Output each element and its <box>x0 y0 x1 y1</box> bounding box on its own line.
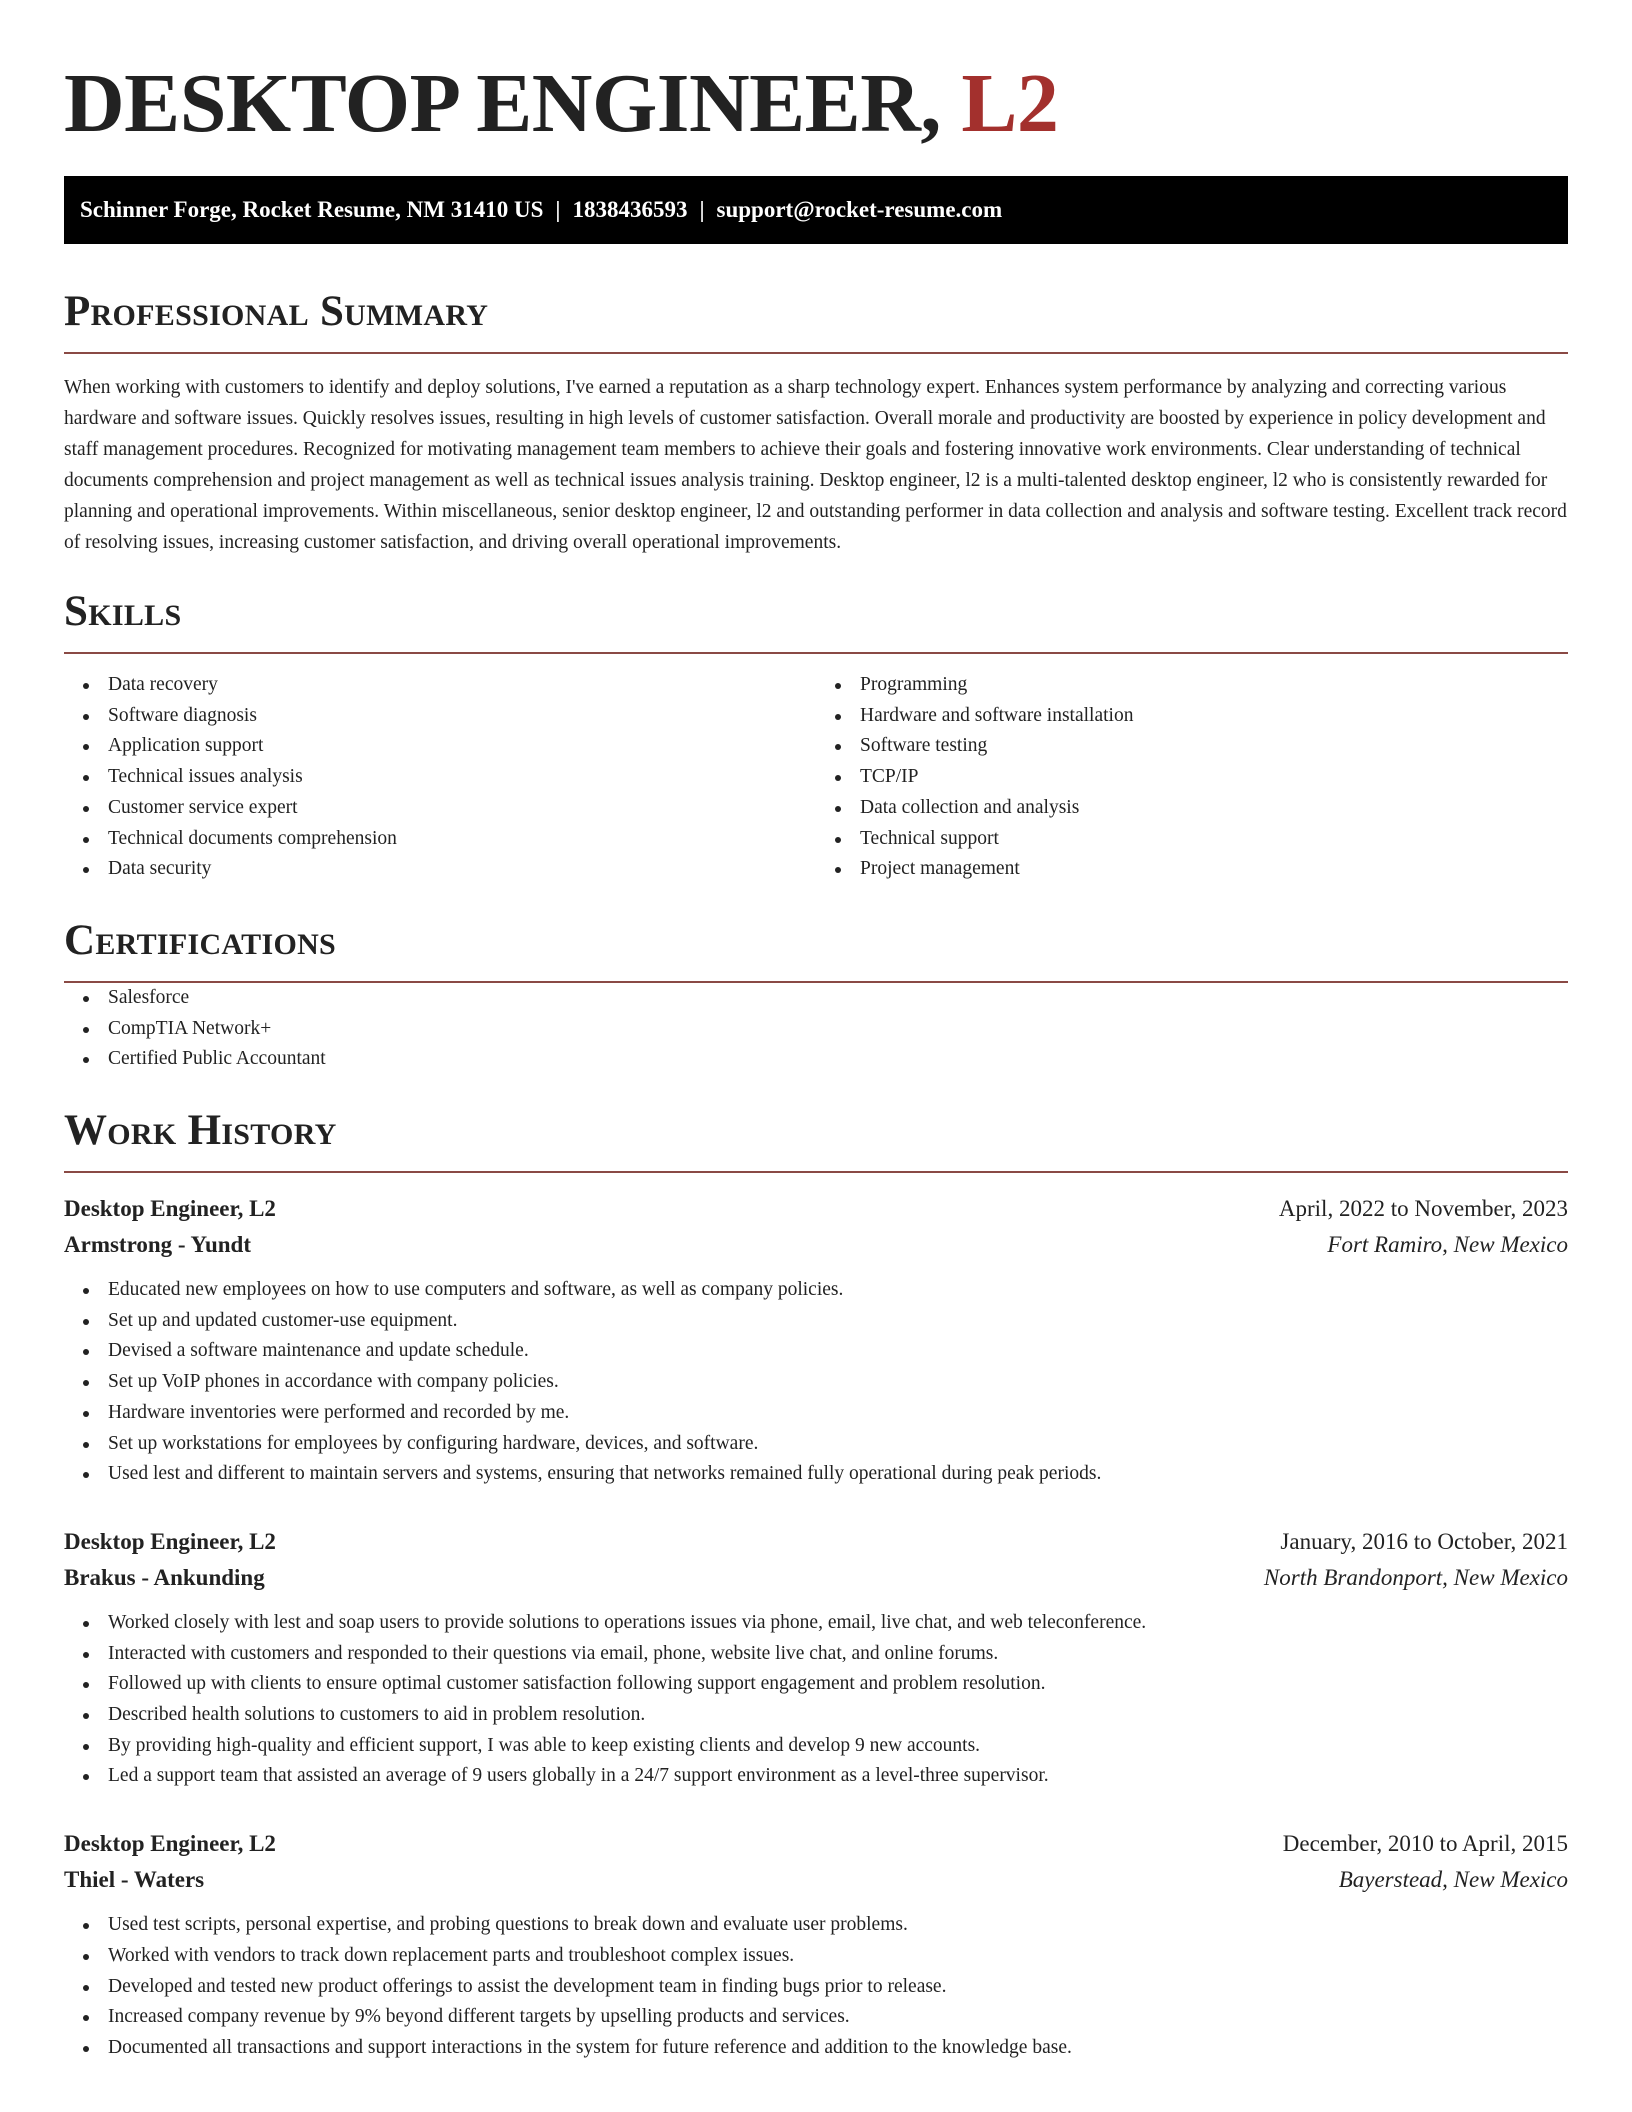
job-company: Brakus - Ankunding <box>64 1564 265 1590</box>
skill-item: Technical issues analysis <box>64 762 816 793</box>
job-duties-list <box>64 1608 1568 1792</box>
job-duty: Led a support team that assisted an average of 9 users globally in a 24/7 support environment as a level-three supervisor. <box>64 1761 1568 1792</box>
job-dates: December, 2010 to April, 2015 <box>1282 1831 1568 1857</box>
skill-item: Data collection and analysis <box>816 793 1568 824</box>
skills-list-right <box>816 670 1568 885</box>
contact-phone: 1838436593 <box>572 197 688 222</box>
skills-column-left <box>64 670 816 885</box>
skill-item: Data security <box>64 854 816 885</box>
job-location: Fort Ramiro, New Mexico <box>1327 1232 1568 1258</box>
job-duty: Worked closely with lest and soap users to provide solutions to operations issues via phone, email, live chat, and web teleconference. <box>64 1608 1568 1639</box>
job-entry <box>64 1826 1568 2064</box>
skill-item: Data recovery <box>64 670 816 701</box>
job-duty: Interacted with customers and responded to their questions via email, phone, website live chat, and online forums. <box>64 1639 1568 1670</box>
page-title <box>64 0 1568 156</box>
certification-item: CompTIA Network+ <box>64 1014 1568 1045</box>
job-subheader-row <box>64 1227 1568 1263</box>
section-divider <box>64 652 1568 654</box>
job-duties-list <box>64 1910 1568 2064</box>
section-divider <box>64 1171 1568 1173</box>
skill-item: Programming <box>816 670 1568 701</box>
job-duty: Developed and tested new product offerings to assist the development team in finding bugs prior to release. <box>64 1972 1568 2003</box>
skill-item: Application support <box>64 731 816 762</box>
contact-separator: | <box>699 197 705 222</box>
skill-item: Technical support <box>816 824 1568 855</box>
skill-item: Technical documents comprehension <box>64 824 816 855</box>
job-duty: Set up workstations for employees by configuring hardware, devices, and software. <box>64 1429 1568 1460</box>
job-duty: By providing high-quality and efficient support, I was able to keep existing clients and develop 9 new accounts. <box>64 1731 1568 1762</box>
job-title: Desktop Engineer, L2 <box>64 1831 276 1857</box>
certifications-list <box>64 983 1568 1075</box>
job-header-row <box>64 1191 1568 1227</box>
job-duty: Devised a software maintenance and update schedule. <box>64 1336 1568 1367</box>
certification-item: Salesforce <box>64 983 1568 1014</box>
job-location: North Brandonport, New Mexico <box>1263 1564 1568 1590</box>
job-location: Bayerstead, New Mexico <box>1338 1867 1568 1893</box>
job-duties-list <box>64 1275 1568 1490</box>
skills-grid <box>64 670 1568 885</box>
job-duty: Documented all transactions and support interactions in the system for future reference and addition to the knowledge base. <box>64 2033 1568 2064</box>
certification-item: Certified Public Accountant <box>64 1044 1568 1075</box>
job-company: Thiel - Waters <box>64 1867 205 1893</box>
job-dates: April, 2022 to November, 2023 <box>1278 1196 1568 1222</box>
skill-item: Hardware and software installation <box>816 701 1568 732</box>
job-company: Armstrong - Yundt <box>64 1232 252 1258</box>
skill-item: Software diagnosis <box>64 701 816 732</box>
skill-item: Software testing <box>816 731 1568 762</box>
contact-address: Schinner Forge, Rocket Resume, NM 31410 US <box>80 197 544 222</box>
title-main: DESKTOP ENGINEER, <box>64 57 941 150</box>
skills-heading: Skills <box>64 588 182 635</box>
job-duty: Followed up with clients to ensure optimal customer satisfaction following support engagement and problem resolution. <box>64 1669 1568 1700</box>
job-duty: Set up VoIP phones in accordance with company policies. <box>64 1367 1568 1398</box>
job-subheader-row <box>64 1862 1568 1898</box>
job-header-row <box>64 1826 1568 1862</box>
job-duty: Set up and updated customer-use equipment. <box>64 1306 1568 1337</box>
job-entry <box>64 1191 1568 1490</box>
skill-item: TCP/IP <box>816 762 1568 793</box>
job-duty: Hardware inventories were performed and recorded by me. <box>64 1398 1568 1429</box>
work-history-heading: Work History <box>64 1107 337 1155</box>
job-duty: Described health solutions to customers to aid in problem resolution. <box>64 1700 1568 1731</box>
job-duty: Used test scripts, personal expertise, and probing questions to break down and evaluate user problems. <box>64 1910 1568 1941</box>
skills-column-right <box>816 670 1568 885</box>
job-duty: Worked with vendors to track down replacement parts and troubleshoot complex issues. <box>64 1941 1568 1972</box>
contact-separator: | <box>555 197 561 222</box>
contact-bar <box>64 176 1568 244</box>
job-title: Desktop Engineer, L2 <box>64 1528 276 1554</box>
skill-item: Project management <box>816 854 1568 885</box>
summary-text: When working with customers to identify and deploy solutions, I've earned a reputation as a sharp technology expert. Enhances system performance by analyzing and correcting various hardware and software issues. Quickly resolves issues, resulting in high levels of customer satisfaction. Overall morale and productivity are boosted by experience in policy development and staff management procedures. Recognized for motivating management team members to achieve their goals and fostering innovative work environments. Clear understanding of technical documents comprehension and project management as well as technical issues analysis training. Desktop engineer, l2 is a multi-talented desktop engineer, l2 who is consistently rewarded for planning and operational improvements. Within miscellaneous, senior desktop engineer, l2 and outstanding performer in data collection and analysis and software testing. Excellent track record of resolving issues, increasing customer satisfaction, and driving overall operational improvements. <box>64 377 1567 553</box>
section-divider <box>64 352 1568 354</box>
job-subheader-row <box>64 1560 1568 1596</box>
job-header-row <box>64 1524 1568 1560</box>
job-entry <box>64 1524 1568 1792</box>
title-accent: L2 <box>961 57 1059 150</box>
job-duty: Educated new employees on how to use computers and software, as well as company policies. <box>64 1275 1568 1306</box>
certifications-heading: Certifications <box>64 916 337 964</box>
job-dates: January, 2016 to October, 2021 <box>1280 1528 1568 1554</box>
job-duty: Increased company revenue by 9% beyond different targets by upselling products and services. <box>64 2002 1568 2033</box>
job-title: Desktop Engineer, L2 <box>64 1196 276 1222</box>
contact-email: support@rocket-resume.com <box>716 197 1003 222</box>
summary-heading: Professional Summary <box>64 288 489 335</box>
skills-list-left <box>64 670 816 885</box>
skill-item: Customer service expert <box>64 793 816 824</box>
job-duty: Used lest and different to maintain servers and systems, ensuring that networks remained fully operational during peak periods. <box>64 1459 1568 1490</box>
